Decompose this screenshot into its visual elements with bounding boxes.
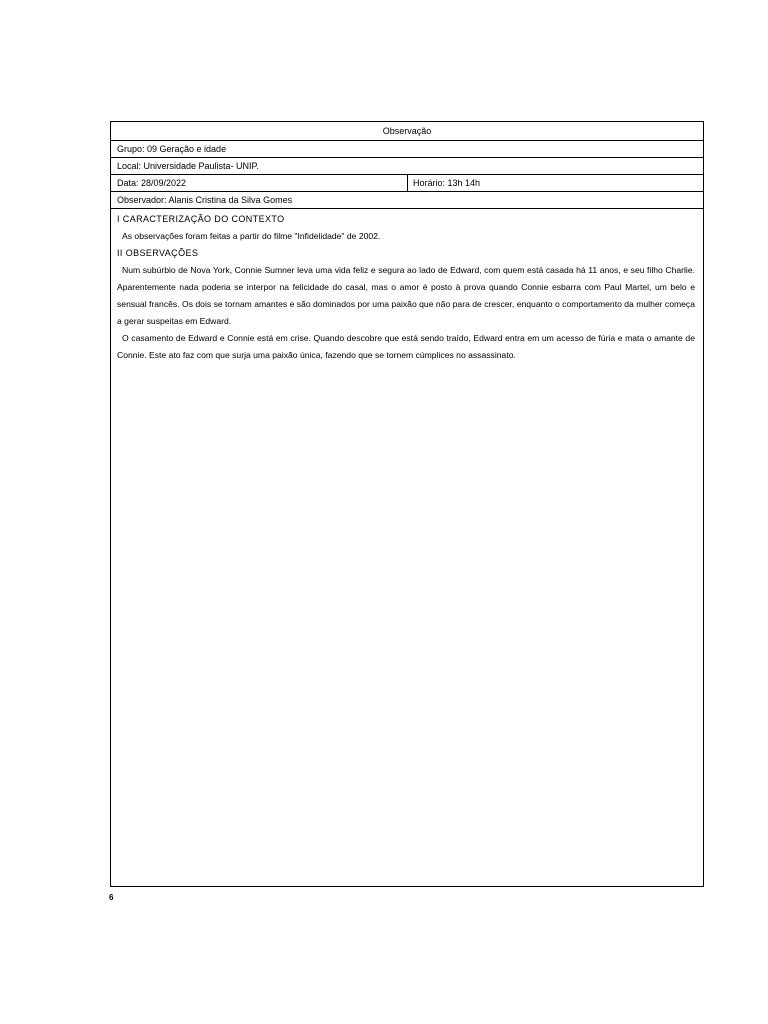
observacoes-heading: II OBSERVAÇÕES	[117, 248, 199, 258]
observacoes-paragraph-1: Num subúrbio de Nova York, Connie Sumner leva uma vida feliz e segura ao lado de Edward, com quem está casada há 11 anos, e seu filho Charlie. Aparentemente nada poderia se interpor na felicidade do casal, mas o amor é posto à prova quando Connie esbarra com Paul Martel, um belo e sensual francês. Os dois se tornam amantes e são dominados por uma paixão que não para de crescer, enquanto o comportamento da mulher começa a gerar suspeitas em Edward.	[117, 265, 695, 326]
form-content	[111, 209, 703, 364]
page-number: 6	[109, 893, 114, 902]
form-title-row	[111, 122, 703, 141]
grupo-row	[111, 141, 703, 158]
grupo-field: Grupo: 09 Geração e idade	[117, 144, 227, 154]
observation-form	[110, 121, 704, 887]
observacoes-paragraph-2: O casamento de Edward e Connie está em crise. Quando descobre que está sendo traído, Edward entra em um acesso de fúria e mata o amante de Connie. Este ato faz com que surja uma paixão única, fazendo que se tornem cúmplices no assassinato.	[117, 333, 695, 360]
horario-cell	[408, 175, 480, 191]
data-horario-row	[111, 175, 703, 192]
data-cell	[111, 175, 408, 191]
horario-field: Horário: 13h 14h	[413, 178, 481, 188]
form-title: Observação	[382, 126, 432, 136]
observador-row	[111, 192, 703, 209]
observador-field: Observador: Alanis Cristina da Silva Gomes	[117, 195, 293, 205]
contexto-heading: I CARACTERIZAÇÃO DO CONTEXTO	[117, 214, 285, 224]
local-field: Local: Universidade Paulista- UNIP.	[117, 161, 259, 171]
local-row	[111, 158, 703, 175]
data-field: Data: 28/09/2022	[117, 178, 187, 188]
contexto-text: As observações foram feitas a partir do filme "Infidelidade" de 2002.	[122, 231, 381, 241]
